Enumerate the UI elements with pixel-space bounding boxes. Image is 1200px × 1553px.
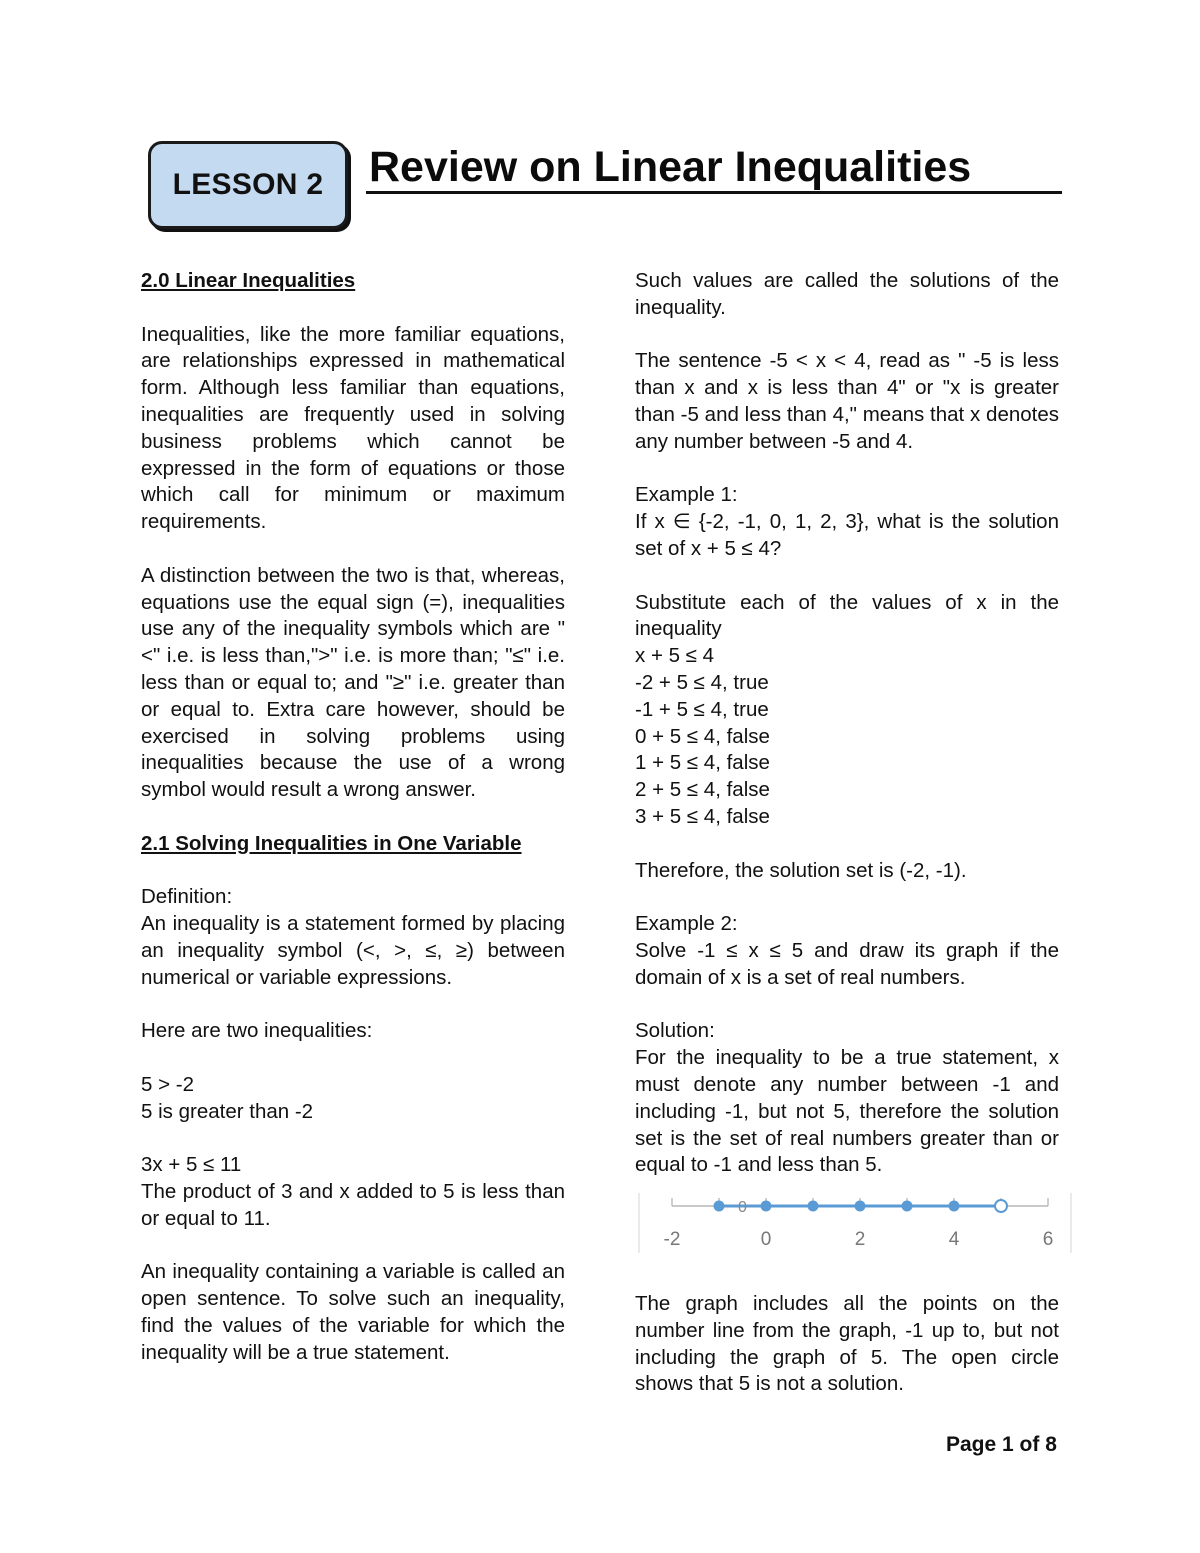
example-expression-1: 5 > -2 — [141, 1072, 194, 1096]
definition-label: Definition: — [141, 885, 233, 909]
solution-text: For the inequality to be a true statement, x must denote any number between -1 and including -1, but not 5, therefore the solution set is the set of real numbers greater than or equal to -1 and less than 5. — [635, 1046, 1059, 1177]
substitution-line: 1 + 5 ≤ 4, false — [635, 751, 770, 775]
closed-point — [855, 1201, 866, 1212]
page-number: Page 1 of 8 — [946, 1433, 1057, 1456]
substitution-line: 2 + 5 ≤ 4, false — [635, 778, 770, 802]
example-1-label: Example 1: — [635, 483, 738, 507]
closed-point — [949, 1201, 960, 1212]
substitution-line: -1 + 5 ≤ 4, true — [635, 697, 769, 721]
paragraph-open-sentence: An inequality containing a variable is called an open sentence. To solve such an inequality, find the values of the variable for which the inequality will be a true statement. — [141, 1260, 565, 1364]
solution-label: Solution: — [635, 1019, 715, 1043]
paragraph-solutions: Such values are called the solutions of the inequality. — [635, 269, 1059, 319]
substitute-text: Substitute each of the values of x in the inequality — [635, 590, 1059, 641]
example-explanation-1: 5 is greater than -2 — [141, 1099, 314, 1123]
paragraph-sentence: The sentence -5 < x < 4, read as " -5 is less than x and x is less than 4" or "x is greater than -5 and less than 4," means that x denotes any number between -5 and 4. — [635, 349, 1059, 453]
tick-label: -2 — [663, 1229, 681, 1251]
closed-point — [902, 1201, 913, 1212]
closed-point — [761, 1201, 772, 1212]
left-column — [141, 268, 565, 1367]
closed-point — [714, 1201, 725, 1212]
heading-solving-inequalities: 2.1 Solving Inequalities in One Variable — [141, 831, 522, 855]
tick-label: 0 — [760, 1229, 772, 1251]
heading-linear-inequalities: 2.0 Linear Inequalities — [141, 269, 356, 292]
example-2-label: Example 2: — [635, 912, 738, 936]
substitution-line: 0 + 5 ≤ 4, false — [635, 724, 770, 748]
example-1-question: If x ∈ {-2, -1, 0, 1, 2, 3}, what is the solution set of x + 5 ≤ 4? — [635, 510, 1059, 560]
number-line-svg — [635, 1193, 1075, 1255]
open-point — [995, 1200, 1007, 1212]
substitution-line: -2 + 5 ≤ 4, true — [635, 670, 769, 694]
tick-label: 2 — [854, 1229, 866, 1251]
solution-set-text: Therefore, the solution set is (-2, -1). — [635, 858, 967, 882]
overlay-label: 0 — [738, 1199, 747, 1217]
paragraph-distinction: A distinction between the two is that, whereas, equations use the equal sign (=), inequalities use any of the inequality symbols which are "<" i.e. is less than,">" i.e. is more than; "≤" i.e. less than or equal to; and "≥" i.e. greater than or equal to. Extra care however, should be exercised in solving problems using inequalities because the use of a wrong symbol would result a wrong answer. — [141, 563, 565, 802]
tick-label: 4 — [948, 1229, 960, 1251]
substitution-line: 3 + 5 ≤ 4, false — [635, 804, 770, 828]
closed-point — [808, 1201, 819, 1212]
tick-label: 6 — [1042, 1229, 1054, 1251]
example-2-question: Solve -1 ≤ x ≤ 5 and draw its graph if the domain of x is a set of real numbers. — [635, 938, 1059, 989]
substitution-line: x + 5 ≤ 4 — [635, 644, 715, 668]
number-line-graph — [635, 1193, 1075, 1255]
paragraph-intro: Inequalities, like the more familiar equations, are relationships expressed in mathematical form. Although less familiar than equations, inequalities are frequently used in solving business problems which cannot be expressed in the form of equations or those which call for minimum or maximum requirements. — [141, 322, 565, 534]
example-explanation-2: The product of 3 and x added to 5 is less than or equal to 11. — [141, 1180, 565, 1230]
definition-text: An inequality is a statement formed by placing an inequality symbol (<, >, ≤, ≥) between numerical or variable expressions. — [141, 912, 565, 989]
two-inequalities-text: Here are two inequalities: — [141, 1019, 373, 1043]
title-underline — [366, 191, 1062, 194]
right-column — [635, 268, 1059, 1398]
paragraph-graph-explanation: The graph includes all the points on the number line from the graph, -1 up to, but not including the graph of 5. The open circle shows that 5 is not a solution. — [635, 1292, 1059, 1396]
lesson-label: LESSON 2 — [172, 168, 324, 201]
lesson-badge — [148, 141, 348, 229]
example-expression-2: 3x + 5 ≤ 11 — [141, 1153, 242, 1177]
page-title: Review on Linear Inequalities — [369, 143, 972, 191]
